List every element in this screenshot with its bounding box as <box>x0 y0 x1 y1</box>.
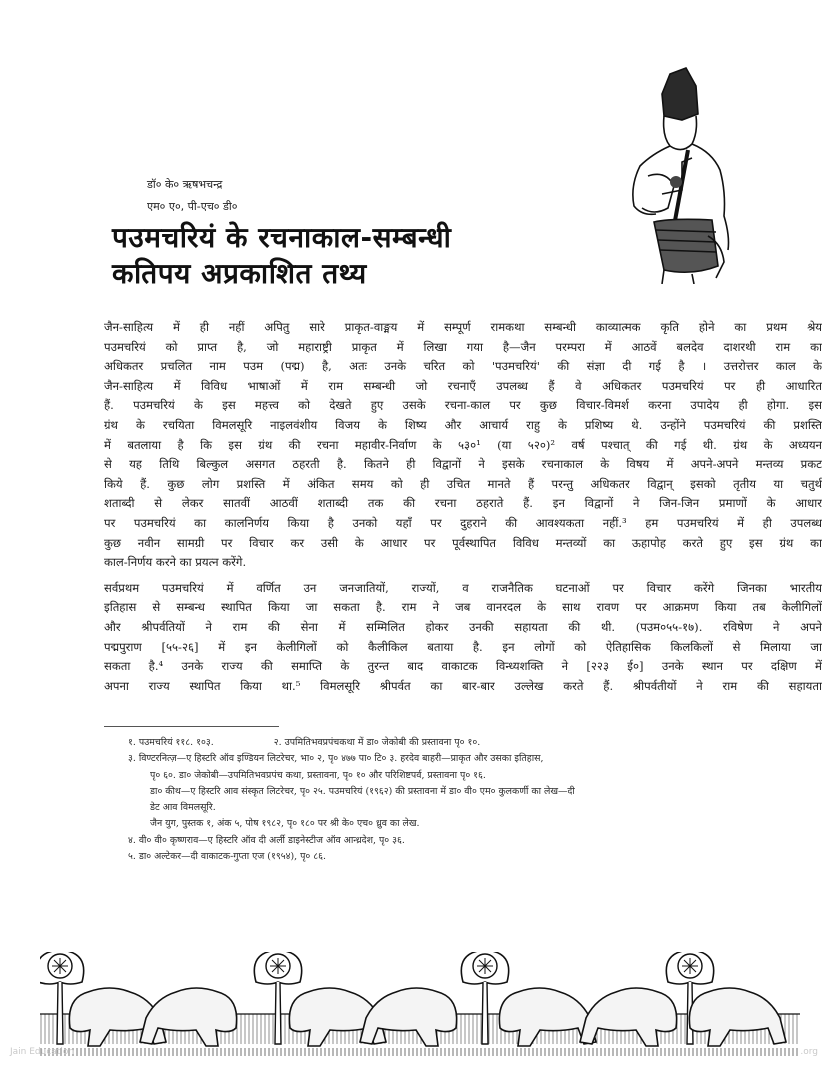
text-line: पद्मपुराण [५५-२६] में इन केलीगिलों को कैलीकिल बताया है. इन लोगों को ऐतिहासिक किलकिलों से मिलाया जा <box>104 639 822 654</box>
title-line-1: पउमचरियं के रचनाकाल-सम्बन्धी <box>112 221 452 254</box>
watermark-left: Jain Education <box>10 1047 75 1057</box>
author-name: डॉ० के० ऋषभचन्द्र <box>147 178 223 191</box>
text-line: सर्वप्रथम पउमचरियं में वर्णित उन जनजातियों, राज्यों, व राजनैतिक घटनाओं पर विचार करेंगे जिनका भारतीय <box>104 580 822 595</box>
footnote-3-cont: डा० कीथ—ए हिस्टरि आव संस्कृत लिटरेचर, पृ० २५. पउमचरियं (१९६२) की प्रस्तावना में डा० वी० एम० कुलकर्णी का लेख—दी <box>150 785 575 797</box>
text-line: किये हैं. कुछ लोग प्रशस्ति में अंकित समय को ही उचित मानते हैं परन्तु अधिकतर विद्वान् इसको तृतीय या चतुर्थ <box>104 476 822 491</box>
author-block <box>147 174 237 218</box>
footnote-1: १. पउमचरियं ११८. १०३. <box>128 737 214 748</box>
text-line: अपना राज्य स्थापित किया था.⁵ विमलसूरि श्रीपर्वत का बार-बार उल्लेख करते हैं. श्रीपर्वतीयों ने राम की सहायता <box>104 678 822 693</box>
text-line: हैं. पउमचरियं के इस महत्त्व को देखते हुए उसके रचना-काल पर कुछ विचार-विमर्श करना उपादेय ही होगा. इस <box>104 398 822 413</box>
footnote-3-cont: डेट आव विमलसूरि. <box>150 802 216 814</box>
footnote-4: ४. वी० वी० कृष्णराव—ए हिस्टरि ऑव दी अर्ली डाइनेस्टीज ऑव आन्ध्रदेश, पृ० ३६. <box>128 834 405 846</box>
text-line: अधिकतर प्रचलित नाम पउम (पद्म) है, अतः उनके चरित को 'पउमचरियं' की संज्ञा दी गई है । उत्तरोत्तर काल के <box>104 359 822 374</box>
footnote-3-cont: पृ० ६०. डा० जेकोबी—उपमितिभवप्रपंच कथा, प्रस्तावना, पृ० १० और परिशिष्टपर्व, प्रस्तावना पृ० १६. <box>150 769 486 781</box>
footnote-5: ५. डा० अल्टेकर—दी वाकाटक-गुप्ता एज (१९५४), पृ० ८६. <box>128 851 326 863</box>
text-line: से यह तिथि बिल्कुल असगत ठहरती है. कितने ही विद्वानों ने इसके रचनाकाल के विषय में अपने-अपने मन्तव्य प्रकट <box>104 457 822 472</box>
paragraph-2 <box>104 579 822 697</box>
elephant-frieze-icon <box>40 952 800 1062</box>
footnote-3-cont: जैन युग, पुस्तक १, अंक ५, पोष १९८२, पृ० १८० पर श्री के० एच० ध्रुव का लेख. <box>150 818 420 830</box>
text-line: जैन-साहित्य में विविध भाषाओं में राम सम्बन्धी जो रचनाएँ उपलब्ध हैं वे अधिकतर पउमचरियं पर ही आधारित <box>104 378 822 393</box>
text-line: कुछ नवीन सामग्री पर विचार कर उसी के आधार पर पूर्वस्थापित विविध मन्तव्यों का ऊहापोह करते हुए इस ग्रंथ का <box>104 535 822 550</box>
title-line-2: कतिपय अप्रकाशित तथ्य <box>112 257 367 290</box>
text-line: काल-निर्णय करने का प्रयत्न करेंगे. <box>104 555 247 570</box>
paragraph-1 <box>104 318 822 573</box>
text-line: इतिहास से सम्बन्ध स्थापित किया जा सकता है. राम ने जब वानरदल के साथ रावण पर आक्रमण किया तब केलीगिलों <box>104 600 822 615</box>
deity-illustration-icon <box>612 66 752 284</box>
text-line: पर पउमचरियं का कालनिर्णय किया है उनको यहाँ पर दुहराने की आवश्यकता नहीं.³ हम पउमचरियं में ही उपलब्ध <box>104 515 822 530</box>
footnote-divider <box>104 726 279 727</box>
watermark-right: .org <box>800 1047 818 1057</box>
footnote-2: २. उपमितिभवप्रपंचकथा में डा० जेकोबी की प्रस्तावना पृ० १०. <box>273 737 481 748</box>
footnote-1-2 <box>128 735 808 751</box>
text-line: शताब्दी से लेकर सातवीं आठवीं शताब्दी तक की रचना ठहराते हैं. इन विद्वानों ने जिन-जिन प्रमाणों के आधार <box>104 496 822 511</box>
text-line: ग्रंथ के रचयिता विमलसूरि नाइलवंशीय विजय के शिष्य और आचार्य राहु के प्रशिष्य थे. उन्होंने पउमचरियं की प्रशस्ति <box>104 417 822 432</box>
text-line: पउमचरियं को प्राप्त है, जो महाराष्ट्री प्राकृत में लिखा गया है—जैन परम्परा में आठवें बलदेव दाशरथी राम का <box>104 339 822 354</box>
footnotes <box>128 735 808 865</box>
text-line: जैन-साहित्य में ही नहीं अपितु सारे प्राकृत-वाङ्मय में सम्पूर्ण रामकथा सम्बन्धी काव्यात्मक कृति होने का प्रथम श्रेय <box>104 320 822 334</box>
text-line: और श्रीपर्वतियों ने राम की सेना में सम्मिलित होकर उनकी सहायता की थी. (पउम०५५-१७). रविषेण ने अपने <box>104 619 822 634</box>
author-degree: एम० ए०, पी-एच० डी० <box>147 200 238 213</box>
article-body <box>104 318 822 702</box>
article-title <box>112 220 451 292</box>
footnote-3: ३. विण्टरनित्ज़—ए हिस्टरि ऑव इण्डियन लिटरेचर, भा० २, पृ० ४७७ पा० टि० ३. हरदेव बाहरी—प्राकृत और उसका इतिहास, <box>128 753 544 765</box>
text-line: में बतलाया है कि इस ग्रंथ की रचना महावीर-निर्वाण के ५३०¹ (या ५२०)² वर्ष पश्चात् की गई थी. ग्रंथ के अध्ययन <box>104 437 822 452</box>
text-line: सकता है.⁴ उनके राज्य की समाप्ति के तुरन्त बाद वाकाटक विन्ध्यशक्ति ने [२२३ ई०] उनके स्थान पर दक्षिण में <box>104 659 822 674</box>
